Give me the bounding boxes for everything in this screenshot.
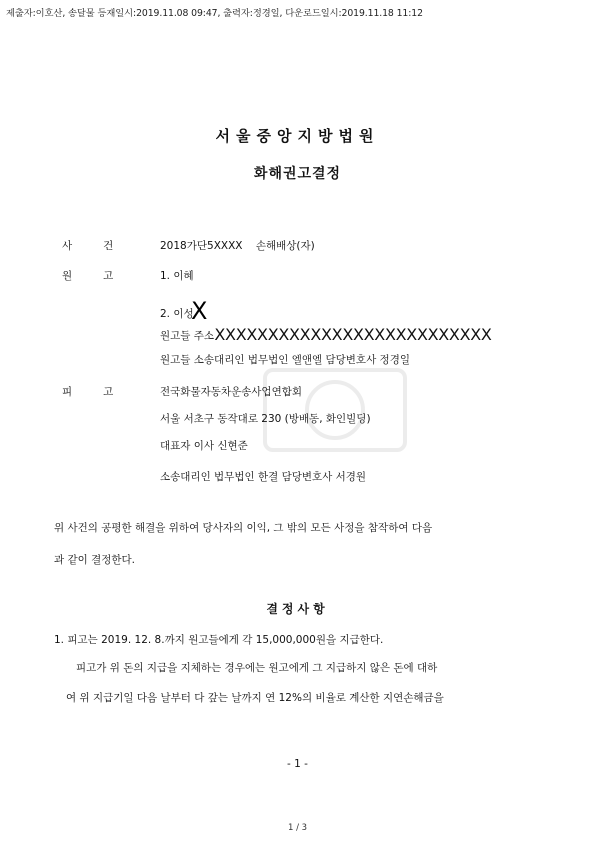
defendant-label: 피 고 [62,386,114,398]
section-title: 결정사항 [266,602,329,616]
case-name: 손해배상(자) [255,240,315,252]
defendant-counsel: 소송대리인 법무법인 한결 담당변호사 서경원 [160,471,367,483]
page-footer: 1 / 3 [287,823,308,833]
plaintiff-name-1: 1. 이혜 [160,270,194,282]
case-label: 사 건 [62,240,114,252]
intro-line-1: 위 사건의 공평한 해결을 위하여 당사자의 이익, 그 밖의 모든 사정을 참작하여 다음 [54,522,433,534]
defendant-name: 전국화물자동차운송사업연합회 [160,386,303,398]
plaintiff-counsel: 원고들 소송대리인 법무법인 엘앤엘 담당변호사 정경일 [160,354,410,366]
item-1-line-3: 여 위 지급기일 다음 날부터 다 갚는 날까지 연 12%의 비율로 계산한 지연손해금을 [66,692,444,704]
download-header: 제출자:이호산, 송달물 등재일시:2019.11.08 09:47, 출력자:정경일, 다운로드일시:2019.11.18 11:12 [6,8,423,19]
intro-line-2: 과 같이 결정한다. [54,554,136,566]
plaintiff-label: 원 고 [62,270,114,282]
page-number: - 1 - [287,758,308,770]
plaintiff-name-2-row [160,295,207,323]
case-info [160,238,315,253]
plaintiff-address-redacted: XXXXXXXXXXXXXXXXXXXXXXXXXX [214,325,492,344]
item-1-line-1: 1. 피고는 2019. 12. 8.까지 원고들에게 각 15,000,000원을 지급한다. [54,634,384,646]
redaction-mark: X [191,297,208,325]
court-name: 서울중앙지방법원 [215,127,380,145]
plaintiff-address-prefix: 원고들 주소 [160,330,218,342]
plaintiff-address-row [160,324,492,343]
court-seal-watermark [260,365,410,455]
item-1-line-2: 피고가 위 돈의 지급을 지체하는 경우에는 원고에게 그 지급하지 않은 돈에 대하 [76,662,438,674]
defendant-address: 서울 서초구 동작대로 230 (방배동, 화인빌딩) [160,413,371,425]
defendant-representative: 대표자 이사 신현준 [160,440,248,452]
case-number: 2018가단5XXXX [160,240,243,252]
plaintiff-name-2: 2. 이성 [160,308,194,320]
document-title: 화해권고결정 [253,166,342,182]
